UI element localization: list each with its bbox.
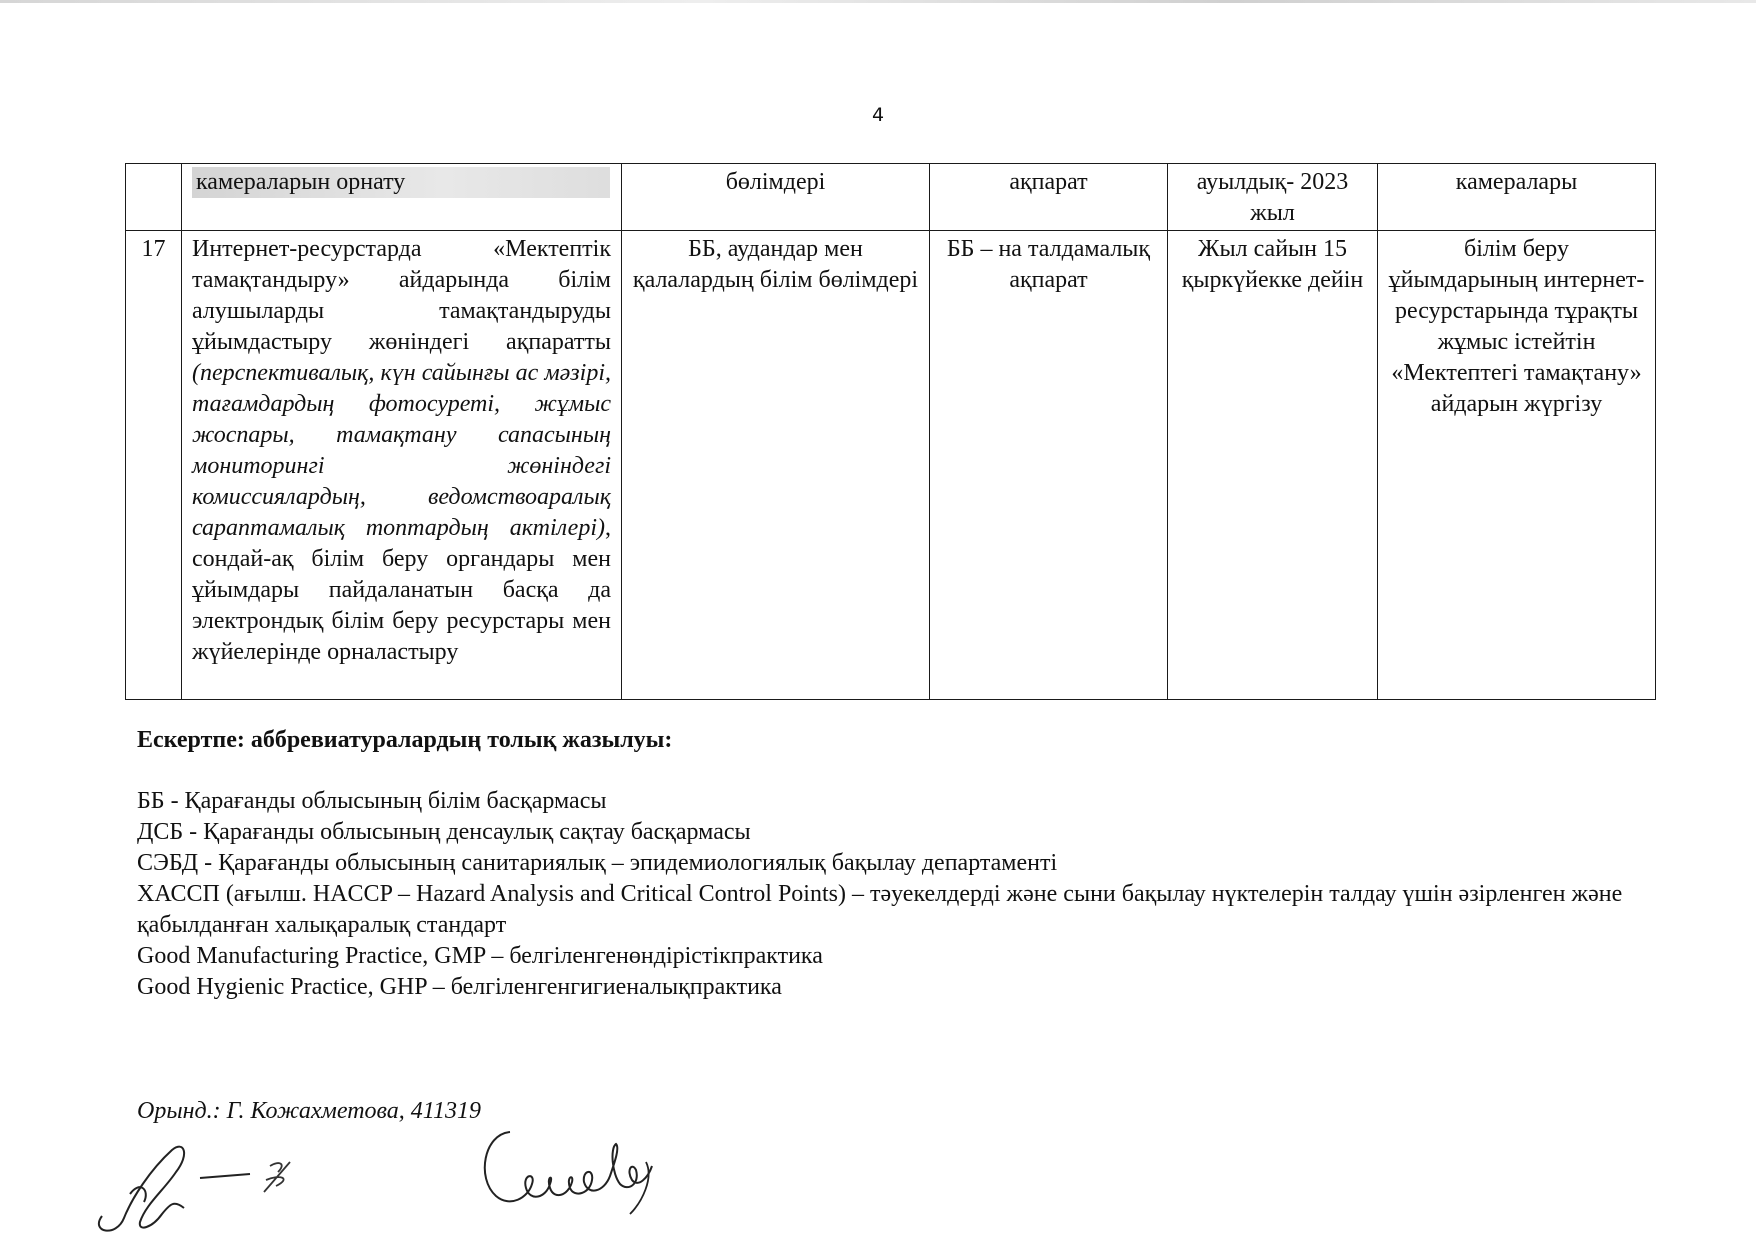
deadline-cell: Жыл сайын 15 қыркүйекке дейін [1168,231,1378,700]
row-number-cell: 17 [126,231,182,700]
responsible-cell: ББ, аудандар мен қалалардың білім бөлімдері [622,231,930,700]
executor-line: Орынд.: Г. Кожахметова, 411319 [137,1098,482,1124]
page-number: 4 [871,104,885,126]
list-item: ДСБ - Қарағанды облысының денсаулық сақтау басқармасы [137,819,751,845]
action-plan-table [125,163,1656,700]
list-item: ББ - Қарағанды облысының білім басқармасы [137,788,607,814]
table-row [126,231,1656,700]
list-item: СЭБД - Қарағанды облысының санитариялық – эпидемиологиялық бақылау департаменті [137,850,1058,876]
completion-form-cell: ББ – на талдамалық ақпарат [930,231,1168,700]
responsible-cell: бөлімдері [622,164,930,231]
abbreviation-list [137,786,1647,1003]
measure-text-shaded: камераларын орнату [192,167,610,198]
expected-result-cell: камералары [1378,164,1656,231]
list-item: Good Manufacturing Practice, GMP – белгіленгенөндірістікпрактика [137,943,823,969]
deadline-cell: ауылдық- 2023 жыл [1168,164,1378,231]
completion-form-cell: ақпарат [930,164,1168,231]
signature-left [80,1120,340,1240]
measure-cell [182,164,622,231]
measure-text: Интернет-ресурстарда «Мектептік тамақтандыру» айдарында білім алушыларды тамақтандыруды ұйымдастыру жөніндегі ақпаратты [192,236,611,355]
note-title: Ескертпе: аббревиатуралардың толық жазылуы: [137,727,673,753]
signature-right [470,1118,700,1218]
table-row [126,164,1656,231]
scan-top-edge [0,0,1756,3]
measure-text-italic: (перспективалық, күн сайынғы ас мәзірі, тағамдардың фотосуреті, жұмыс жоспары, тамақтану сапасының мониторингі жөніндегі комиссиялардың, ведомствоаралық сараптамалық топтардың актілері) [192,360,611,541]
measure-cell [182,231,622,700]
list-item: ХАССП (ағылш. HACCP – Hazard Analysis and Critical Control Points) – тәуекелдерді және сыни бақылау нүктелерін талдау үшін әзірленген және қабылданған халықаралық стандарт [137,881,1623,938]
expected-result-cell: білім беру ұйымдарының интернет-ресурстарында тұрақты жұмыс істейтін «Мектептегі тамақтану» айдарын жүргізу [1378,231,1656,700]
measure-text-continued: , сондай-ақ білім беру органдары мен ұйымдары пайдаланатын басқа да электрондық білім беру ресурстары мен жүйелерінде орналастыру [192,515,611,665]
list-item: Good Hygienic Practice, GHP – белгіленгенгигиеналықпрактика [137,974,782,1000]
row-number-cell [126,164,182,231]
